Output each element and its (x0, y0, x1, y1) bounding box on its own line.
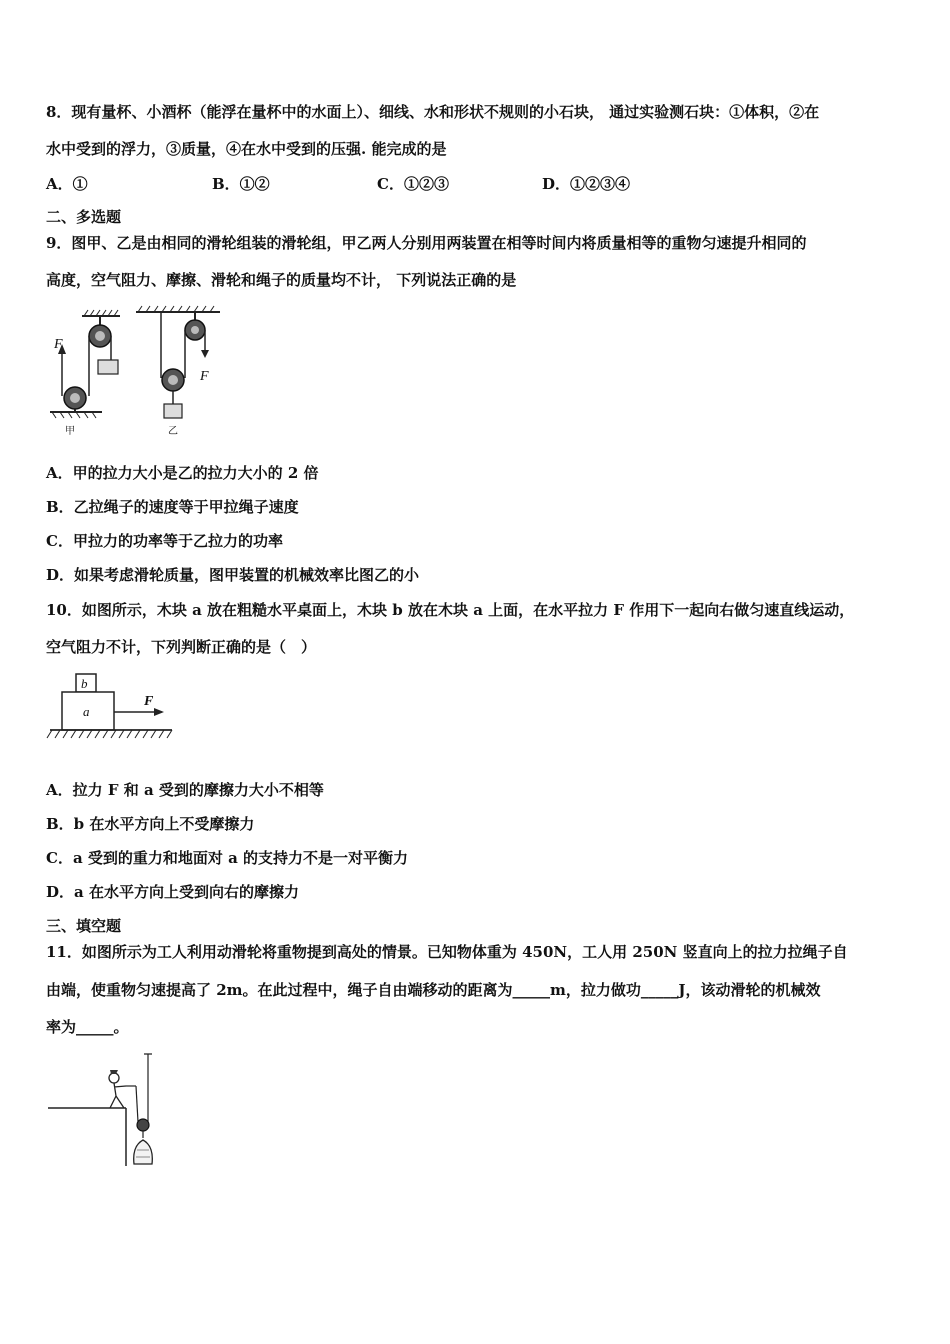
q9-option-c: C．甲拉力的功率等于乙拉力的功率 (46, 532, 283, 550)
q9-pulley-figure (40, 300, 230, 440)
q10-block-figure (44, 668, 184, 748)
q8-text-line2: 水中受到的浮力，③质量，④在水中受到的压强. 能完成的是 (46, 140, 447, 158)
q9-yi-force-label: F (200, 369, 209, 384)
q8-option-b: B．①② (212, 175, 270, 193)
q10-option-a: A．拉力 F 和 a 受到的摩擦力大小不相等 (46, 781, 324, 799)
q10-text-line2: 空气阻力不计，下列判断正确的是（ ） (46, 638, 317, 656)
q9-jia-force-label: F (54, 337, 63, 352)
q9-jia-label: 甲 (65, 426, 75, 437)
q10-option-c: C．a 受到的重力和地面对 a 的支持力不是一对平衡力 (46, 849, 409, 867)
q11-worker-figure (44, 1050, 174, 1175)
q8-option-a: A．① (46, 175, 88, 193)
q10-option-b: B．b 在水平方向上不受摩擦力 (46, 815, 255, 833)
q9-option-d: D．如果考虑滑轮质量，图甲装置的机械效率比图乙的小 (46, 566, 420, 584)
q9-text-line1: 9．图甲、乙是由相同的滑轮组装的滑轮组，甲乙两人分别用两装置在相等时间内将质量相等的重物匀速提升相同的 (46, 234, 807, 252)
q9-option-b: B．乙拉绳子的速度等于甲拉绳子速度 (46, 498, 299, 516)
q10-block-b-label: b (81, 676, 88, 691)
q10-text-line1: 10．如图所示，木块 a 放在粗糙水平桌面上，木块 b 放在木块 a 上面，在水平拉力 F 作用下一起向右做匀速直线运动， (46, 601, 855, 619)
q8-option-c: C．①②③ (377, 175, 449, 193)
q11-text-line1: 11．如图所示为工人利用动滑轮将重物提到高处的情景。已知物体重为 450N，工人用 250N 竖直向上的拉力拉绳子自 (46, 943, 848, 961)
q9-option-a: A．甲的拉力大小是乙的拉力大小的 2 倍 (46, 464, 319, 482)
q10-block-a-label: a (83, 704, 90, 719)
q9-yi-label: 乙 (168, 426, 178, 437)
section-heading-fill-blank: 三、填空题 (46, 917, 122, 935)
q10-option-d: D．a 在水平方向上受到向右的摩擦力 (46, 883, 299, 901)
q11-text-line3: 率为_____。 (46, 1018, 129, 1036)
q10-force-label: F (144, 694, 154, 709)
q8-text-line1: 8．现有量杯、小酒杯（能浮在量杯中的水面上）、细线、水和形状不规则的小石块， 通过实验测石块：①体积，②在 (46, 103, 820, 121)
q11-text-line2: 由端，使重物匀速提高了 2m。在此过程中，绳子自由端移动的距离为_____m，拉力做功_____J，该动滑轮的机械效 (46, 981, 821, 999)
section-heading-multi-choice: 二、多选题 (46, 208, 122, 226)
q9-text-line2: 高度，空气阻力、摩擦、滑轮和绳子的质量均不计， 下列说法正确的是 (46, 271, 517, 289)
q8-option-d: D．①②③④ (542, 175, 631, 193)
